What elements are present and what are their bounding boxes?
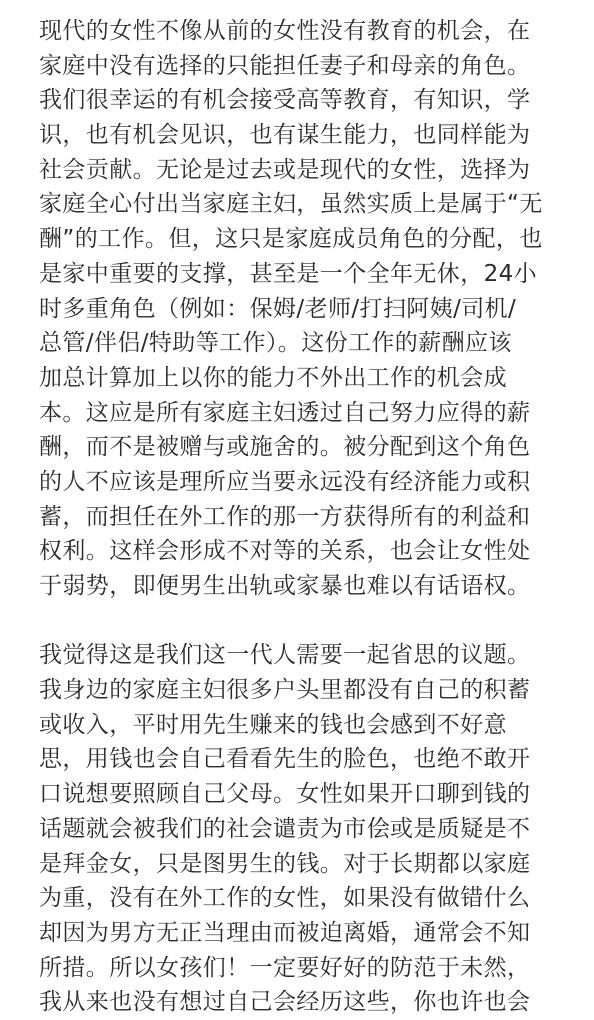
paragraph-2 <box>39 638 579 1020</box>
text-line: 我从来也没有想过自己会经历这些，你也许也会 <box>39 989 531 1016</box>
text-line: 社会贡献。无论是过去或是现代的女性，选择为 <box>39 156 531 183</box>
text-line: 我觉得这是我们这一代人需要一起省思的议题。 <box>39 642 531 669</box>
text-line: 家庭全心付出当家庭主妇，虽然实质上是属于“无 <box>39 191 543 218</box>
post-body <box>39 14 579 1020</box>
text-line: 本。这应是所有家庭主妇透过自己努力应得的薪 <box>39 399 531 426</box>
text-line: 酬，而不是被赠与或施舍的。被分配到这个角色 <box>39 434 531 461</box>
text-line: 是家中重要的支撑，甚至是一个全年无休，24小 <box>39 260 538 287</box>
text-line: 于弱势，即便男生出轨或家暴也难以有话语权。 <box>39 573 531 599</box>
text-line: 总管/伴侣/特助等工作）。这份工作的薪酬应该 <box>39 330 512 357</box>
text-line: 现代的女性不像从前的女性没有教育的机会，在 <box>39 18 531 44</box>
text-line: 蓄，而担任在外工作的那一方获得所有的利益和 <box>39 503 531 530</box>
text-line: 口说想要照顾自己父母。女性如果开口聊到钱的 <box>39 781 531 808</box>
text-line: 思，用钱也会自己看看先生的脸色，也绝不敢开 <box>39 746 531 773</box>
text-line: 的人不应该是理所应当要永远没有经济能力或积 <box>39 468 531 495</box>
text-line: 权利。这样会形成不对等的关系，也会让女性处 <box>39 538 531 565</box>
paragraph-1 <box>39 14 579 604</box>
text-line: 识，也有机会见识，也有谋生能力，也同样能为 <box>39 122 531 149</box>
text-line: 我们很幸运的有机会接受高等教育，有知识，学 <box>39 87 531 114</box>
text-line: 话题就会被我们的社会谴责为市侩或是质疑是不 <box>39 815 531 842</box>
text-line: 我身边的家庭主妇很多户头里都没有自己的积蓄 <box>39 677 531 704</box>
text-line: 时多重角色（例如：保姆/老师/打扫阿姨/司机/ <box>39 295 517 322</box>
text-line: 是拜金女，只是图男生的钱。对于长期都以家庭 <box>39 850 531 877</box>
text-line: 家庭中没有选择的只能担任妻子和母亲的角色。 <box>39 52 531 79</box>
text-line: 为重，没有在外工作的女性，如果没有做错什么 <box>39 885 531 912</box>
text-line: 所措。所以女孩们！一定要好好的防范于未然， <box>39 954 531 981</box>
text-line: 酬”的工作。但，这只是家庭成员角色的分配，也 <box>39 226 543 253</box>
text-line: 却因为男方无正当理由而被迫离婚，通常会不知 <box>39 919 531 946</box>
paragraph-spacer <box>39 604 579 639</box>
text-line: 或收入，平时用先生赚来的钱也会感到不好意 <box>39 711 507 738</box>
text-line: 加总计算加上以你的能力不外出工作的机会成 <box>39 364 507 391</box>
